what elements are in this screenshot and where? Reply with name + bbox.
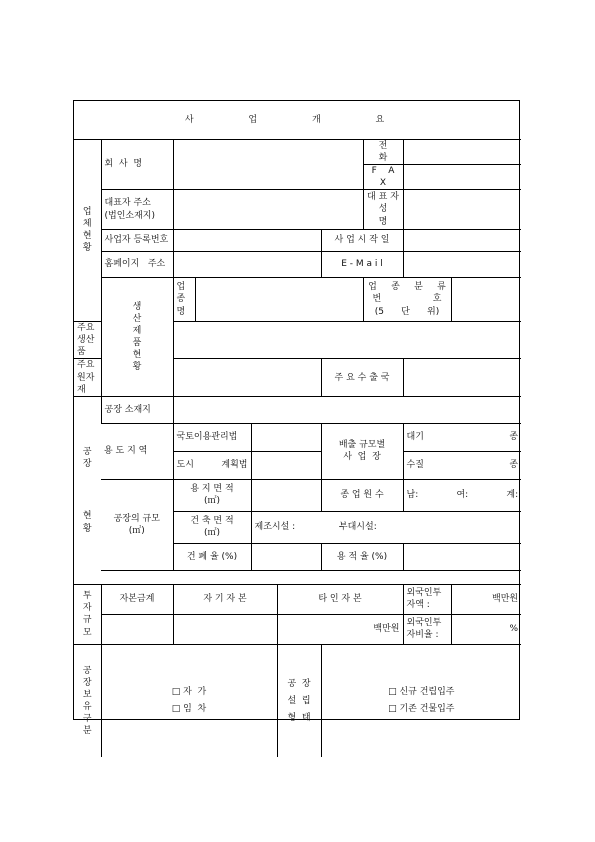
- section-ownership-type: 공 장 보 유 구 분: [74, 644, 101, 757]
- business-overview-form: [73, 100, 520, 737]
- city-plan-field[interactable]: [251, 451, 321, 479]
- form-title: 사 업 개 요: [74, 101, 521, 139]
- main-materials-label: 주요 원자재: [74, 359, 101, 396]
- occupancy-type-label: [277, 644, 321, 757]
- emission-site-label-line1: 배출 규모별: [338, 440, 386, 451]
- foreign-ratio-label: 외국인투자비율 :: [403, 614, 451, 644]
- floor-area-ratio-label: 용 적 율 (%): [321, 543, 403, 570]
- factory-scale-label-line1: 공장의 규모: [113, 513, 160, 524]
- equity-capital-label: 자 기 자 본: [173, 584, 277, 614]
- biz-reg-number-label: 사업자 등록번호: [101, 230, 173, 252]
- employees-female-label: 여:: [456, 490, 469, 501]
- auxiliary-facility-label: 부대시설:: [338, 522, 377, 533]
- main-products-label: 주요 생산품: [74, 322, 101, 359]
- employees-field[interactable]: [403, 479, 521, 511]
- air-class-field[interactable]: [403, 423, 521, 451]
- biz-reg-number-field[interactable]: [173, 230, 321, 252]
- city-plan-label-a: 도시: [176, 460, 194, 471]
- city-plan-label-b: 계획법: [221, 460, 248, 471]
- ownership-options: [101, 644, 277, 757]
- air-class-label: 대기: [406, 432, 424, 443]
- industry-name-label: 업 종 명: [173, 278, 195, 322]
- water-class-label: 수질: [406, 460, 424, 471]
- air-class-unit: 종: [509, 432, 519, 443]
- factory-scale-label-line2: (㎡): [128, 525, 145, 536]
- industry-class-label-line1: 업 종 분 류: [368, 282, 446, 293]
- occupancy-type-label-line3: 형 태: [287, 712, 311, 723]
- industry-class-label-line3: (5 단 위): [374, 306, 440, 317]
- ceo-name-label-line2: 성 명: [378, 204, 405, 227]
- section-company-status: 업 체 현 황: [74, 139, 101, 322]
- coverage-ratio-field[interactable]: [251, 543, 321, 570]
- building-area-field[interactable]: [251, 511, 521, 543]
- section-factory-status-top: 공 장: [82, 447, 92, 470]
- employees-male-label: 남:: [406, 490, 419, 501]
- ceo-name-field[interactable]: [403, 190, 521, 230]
- biz-start-date-label: 사 업 시 작 일: [321, 230, 403, 252]
- main-export-field[interactable]: [403, 359, 521, 396]
- new-building-checkbox[interactable]: □ 신규 건립입주: [388, 687, 455, 698]
- fax-label: F A X: [363, 164, 403, 189]
- main-materials-field[interactable]: [173, 359, 321, 396]
- industry-class-label: [363, 278, 451, 322]
- borrowed-capital-field[interactable]: [277, 614, 403, 644]
- foreign-investment-label: 외국인투자액 :: [403, 584, 451, 614]
- section-production-status: 생 산 제 품 현 황: [101, 278, 173, 397]
- zoning-label: 용 도 지 역: [101, 423, 173, 479]
- land-law-field[interactable]: [251, 423, 321, 451]
- phone-label: 전 화: [363, 139, 403, 164]
- occupancy-options: [321, 644, 521, 757]
- occupancy-type-label-line1: 공 장: [287, 678, 311, 689]
- factory-scale-label: [101, 479, 173, 570]
- factory-location-label: 공장 소재지: [101, 396, 173, 423]
- existing-building-checkbox[interactable]: □ 기존 건물입주: [388, 704, 455, 715]
- ceo-name-label: [363, 190, 403, 230]
- building-area-label-line1: 건 축 면 적: [190, 516, 234, 527]
- land-area-label-line1: 용 지 면 적: [190, 484, 234, 495]
- foreign-ratio-field[interactable]: [451, 614, 521, 644]
- homepage-label: 홈페이지 주소: [101, 252, 173, 278]
- capital-total-field[interactable]: [101, 614, 173, 644]
- building-area-label-line2: (㎡): [203, 528, 221, 539]
- email-label: E - M a i l: [321, 252, 403, 278]
- fax-field[interactable]: [403, 164, 521, 189]
- corp-location-label: (법인소재지): [104, 210, 155, 221]
- phone-field[interactable]: [403, 139, 521, 164]
- emission-site-label-line2: 사 업 장: [343, 452, 381, 463]
- ceo-address-label: [101, 190, 173, 230]
- land-area-field[interactable]: [251, 479, 321, 511]
- coverage-ratio-label: 건 폐 율 (%): [173, 543, 251, 570]
- foreign-investment-field[interactable]: [451, 584, 521, 614]
- foreign-ratio-unit: %: [509, 624, 519, 635]
- employees-total-label: 계:: [506, 490, 519, 501]
- emission-site-label: [321, 423, 403, 479]
- water-class-unit: 종: [509, 460, 519, 471]
- equity-capital-field[interactable]: [173, 614, 277, 644]
- ceo-name-label-line1: 대 표 자: [367, 192, 399, 203]
- foreign-investment-unit: 백만원: [492, 594, 519, 605]
- capital-total-label: 자본금계: [101, 584, 173, 614]
- main-export-label: 주 요 수 출 국: [321, 359, 403, 396]
- land-law-label: 국토이용관리법: [173, 423, 251, 451]
- section-investment-scale: 투 자 규 모: [74, 584, 101, 644]
- company-name-label: 회 사 명: [101, 139, 173, 190]
- factory-location-field[interactable]: [173, 396, 521, 423]
- owned-checkbox[interactable]: □ 자 가: [171, 687, 207, 698]
- ceo-address-field[interactable]: [173, 190, 363, 230]
- email-field[interactable]: [403, 252, 521, 278]
- leased-checkbox[interactable]: □ 임 차: [171, 704, 207, 715]
- city-plan-label: [173, 451, 251, 479]
- biz-start-date-field[interactable]: [403, 230, 521, 252]
- homepage-field[interactable]: [173, 252, 321, 278]
- building-area-label: [173, 511, 251, 543]
- ceo-address-label-line1: 대표자 주소: [104, 198, 151, 209]
- borrowed-capital-unit: 백만원: [373, 624, 400, 635]
- borrowed-capital-label: 타 인 자 본: [277, 584, 403, 614]
- industry-class-field[interactable]: [451, 278, 521, 322]
- factory-spacer: [101, 570, 521, 584]
- manufacturing-facility-label: 제조시설 :: [254, 522, 296, 533]
- water-class-field[interactable]: [403, 451, 521, 479]
- employees-label: 종 업 원 수: [321, 479, 403, 511]
- industry-class-label-line2: 번 호: [372, 294, 442, 305]
- floor-area-ratio-field[interactable]: [403, 543, 521, 570]
- land-area-label: [173, 479, 251, 511]
- section-factory-status-bottom: 현 황: [82, 511, 92, 534]
- main-products-field[interactable]: [173, 322, 521, 359]
- company-name-field[interactable]: [173, 139, 363, 190]
- section-factory-status: [74, 396, 101, 584]
- occupancy-type-label-line2: 설 립: [287, 695, 311, 706]
- industry-name-field[interactable]: [195, 278, 363, 322]
- land-area-label-line2: (㎡): [203, 496, 221, 507]
